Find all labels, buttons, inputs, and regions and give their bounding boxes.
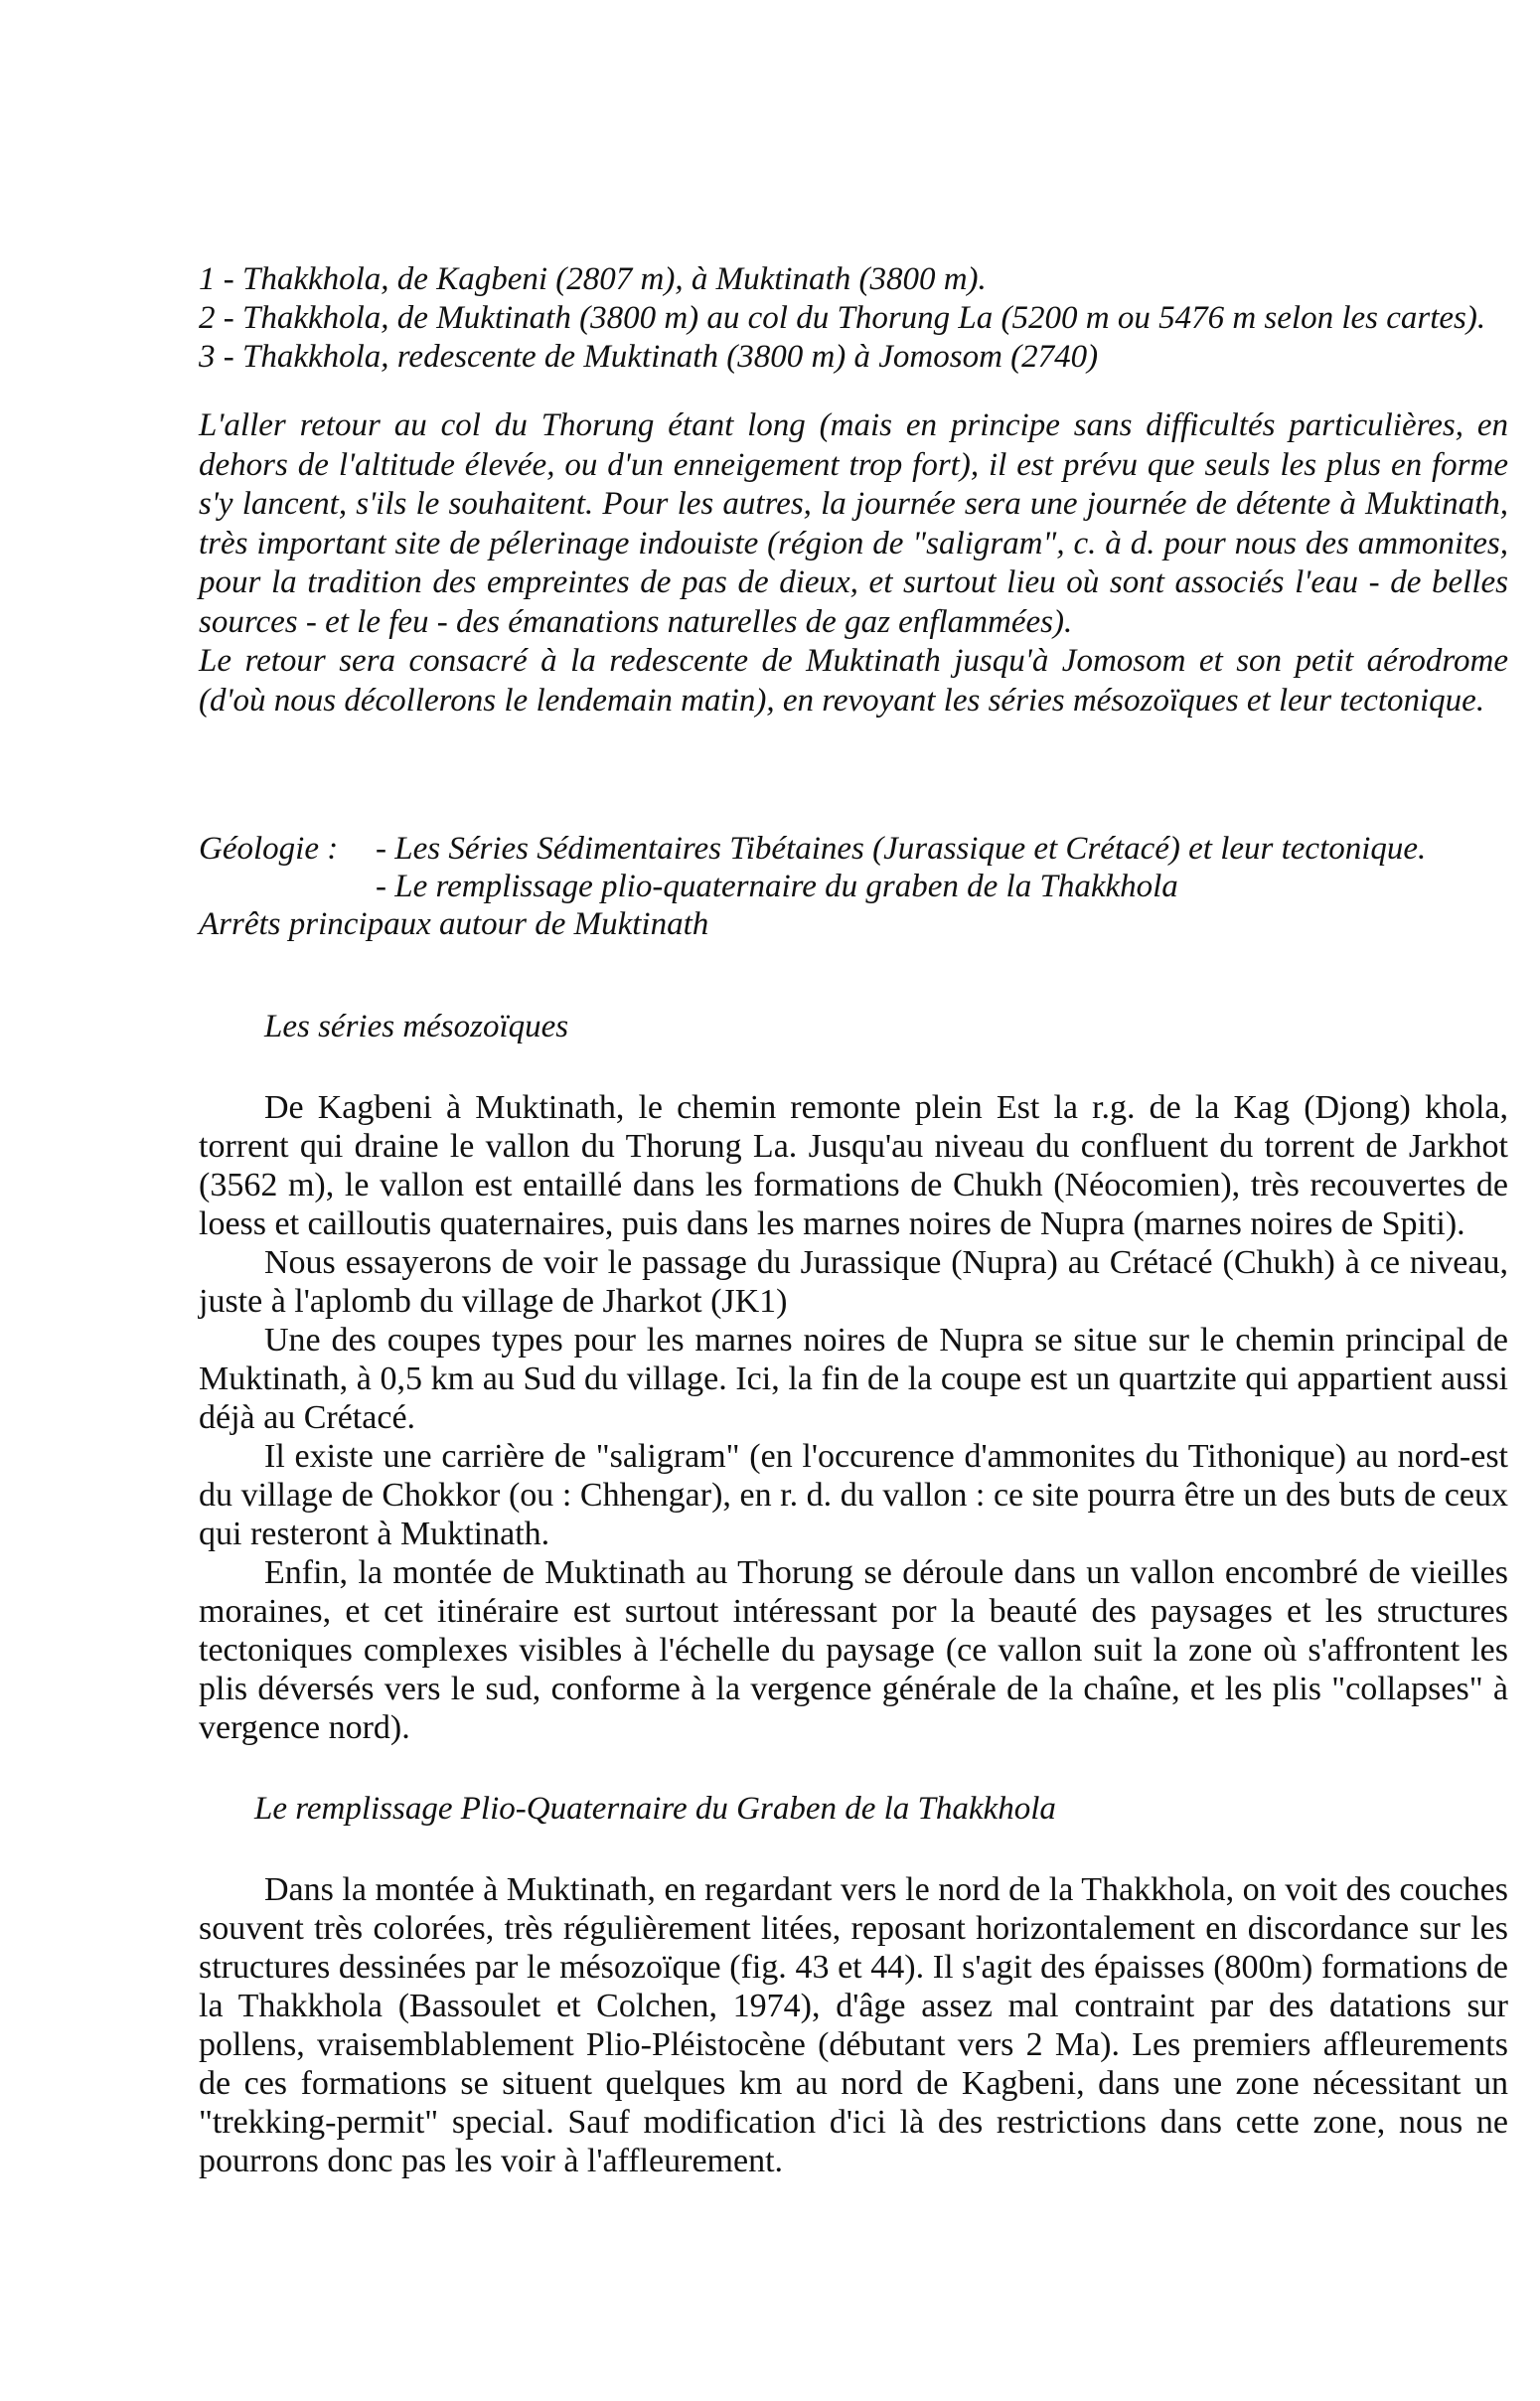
section-mesozoic-title: Les séries mésozoïques — [264, 1009, 569, 1044]
itinerary-item-2: 2 - Thakkhola, de Muktinath (3800 m) au col du Thorung La (5200 m ou 5476 m selon les cartes). — [199, 300, 1486, 336]
section-graben-title: Le remplissage Plio-Quaternaire du Graben de la Thakkhola — [254, 1791, 1056, 1827]
geology-label: Géologie : — [199, 831, 339, 867]
section-mesozoic-paragraph-3: Une des coupes types pour les marnes noires de Nupra se situe sur le chemin principal de Muktinath, à 0,5 km au Sud du village. Ici, la fin de la coupe est un quartzite qui appartient aussi déjà au Crétacé. — [199, 1322, 1508, 1436]
geology-item-1: - Les Séries Sédimentaires Tibétaines (Jurassique et Crétacé) et leur tectonique. — [376, 831, 1427, 867]
intro-paragraph-1: L'aller retour au col du Thorung étant long (mais en principe sans difficultés particulières, en dehors de l'altitude élevée, ou d'un enneigement trop fort), il est prévu que seuls les plus en forme s'y lancent, s'ils le souhaitent. Pour les autres, la journée sera une journée de détente à Muktinath, très important site de pélerinage indouiste (région de "saligram", c. à d. pour nous des ammonites, pour la tradition des empreintes de pas de dieux, et surtout lieu où sont associés l'eau - de belles sources - et le feu - des émanations naturelles de gaz enflammées). — [199, 407, 1508, 640]
itinerary-list — [199, 260, 1508, 377]
section-mesozoic-paragraph-5: Enfin, la montée de Muktinath au Thorung se déroule dans un vallon encombré de vieilles moraines, et cet itinéraire est surtout intéressant por la beauté des paysages et les structures tectoniques complexes visibles à l'échelle du paysage (ce vallon suit la zone où s'affrontent les plis déversés vers le sud, conforme à la vergence générale de la chaîne, et les plis "collapses" à vergence nord). — [199, 1554, 1508, 1746]
geology-spacer — [199, 868, 376, 905]
itinerary-item-3: 3 - Thakkhola, redescente de Muktinath (3800 m) à Jomosom (2740) — [199, 339, 1099, 375]
geology-item-2: - Le remplissage plio-quaternaire du graben de la Thakkhola — [376, 869, 1178, 904]
stops-heading: Arrêts principaux autour de Muktinath — [199, 906, 709, 942]
intro-paragraph-2: Le retour sera consacré à la redescente de Muktinath jusqu'à Jomosom et son petit aérodrome (d'où nous décollerons le lendemain matin), en revoyant les séries mésozoïques et leur tectonique. — [199, 643, 1508, 719]
document-page — [199, 260, 1508, 2180]
itinerary-item-1: 1 - Thakkhola, de Kagbeni (2807 m), à Muktinath (3800 m). — [199, 261, 987, 297]
section-graben — [199, 1789, 1508, 2180]
geology-section — [199, 830, 1508, 943]
section-mesozoic-paragraph-1: De Kagbeni à Muktinath, le chemin remonte plein Est la r.g. de la Kag (Djong) khola, torrent qui draine le vallon du Thorung La. Jusqu'au niveau du confluent du torrent de Jarkhot (3562 m), le vallon est entaillé dans les formations de Chukh (Néocomien), très recouvertes de loess et cailloutis quaternaires, puis dans les marnes noires de Nupra (marnes noires de Spiti). — [199, 1089, 1508, 1242]
section-mesozoic-paragraph-2: Nous essayerons de voir le passage du Jurassique (Nupra) au Crétacé (Chukh) à ce niveau, juste à l'aplomb du village de Jharkot (JK1) — [199, 1244, 1508, 1320]
geology-list — [199, 830, 1508, 905]
section-mesozoic — [199, 1007, 1508, 1747]
section-mesozoic-paragraph-4: Il existe une carrière de "saligram" (en l'occurence d'ammonites du Tithonique) au nord-est du village de Chokkor (ou : Chhengar), en r. d. du vallon : ce site pourra être un des buts de ceux qui resteront à Muktinath. — [199, 1438, 1508, 1552]
section-graben-paragraph-1: Dans la montée à Muktinath, en regardant vers le nord de la Thakkhola, on voit des couches souvent très colorées, très régulièrement litées, reposant horizontalement en discordance sur les structures dessinées par le mésozoïque (fig. 43 et 44). Il s'agit des épaisses (800m) formations de la Thakkhola (Bassoulet et Colchen, 1974), d'âge assez mal contraint par des datations sur pollens, vraisemblablement Plio-Pléistocène (débutant vers 2 Ma). Les premiers affleurements de ces formations se situent quelques km au nord de Kagbeni, dans une zone nécessitant un "trekking-permit" special. Sauf modification d'ici là des restrictions dans cette zone, nous ne pourrons donc pas les voir à l'affleurement. — [199, 1871, 1508, 2179]
